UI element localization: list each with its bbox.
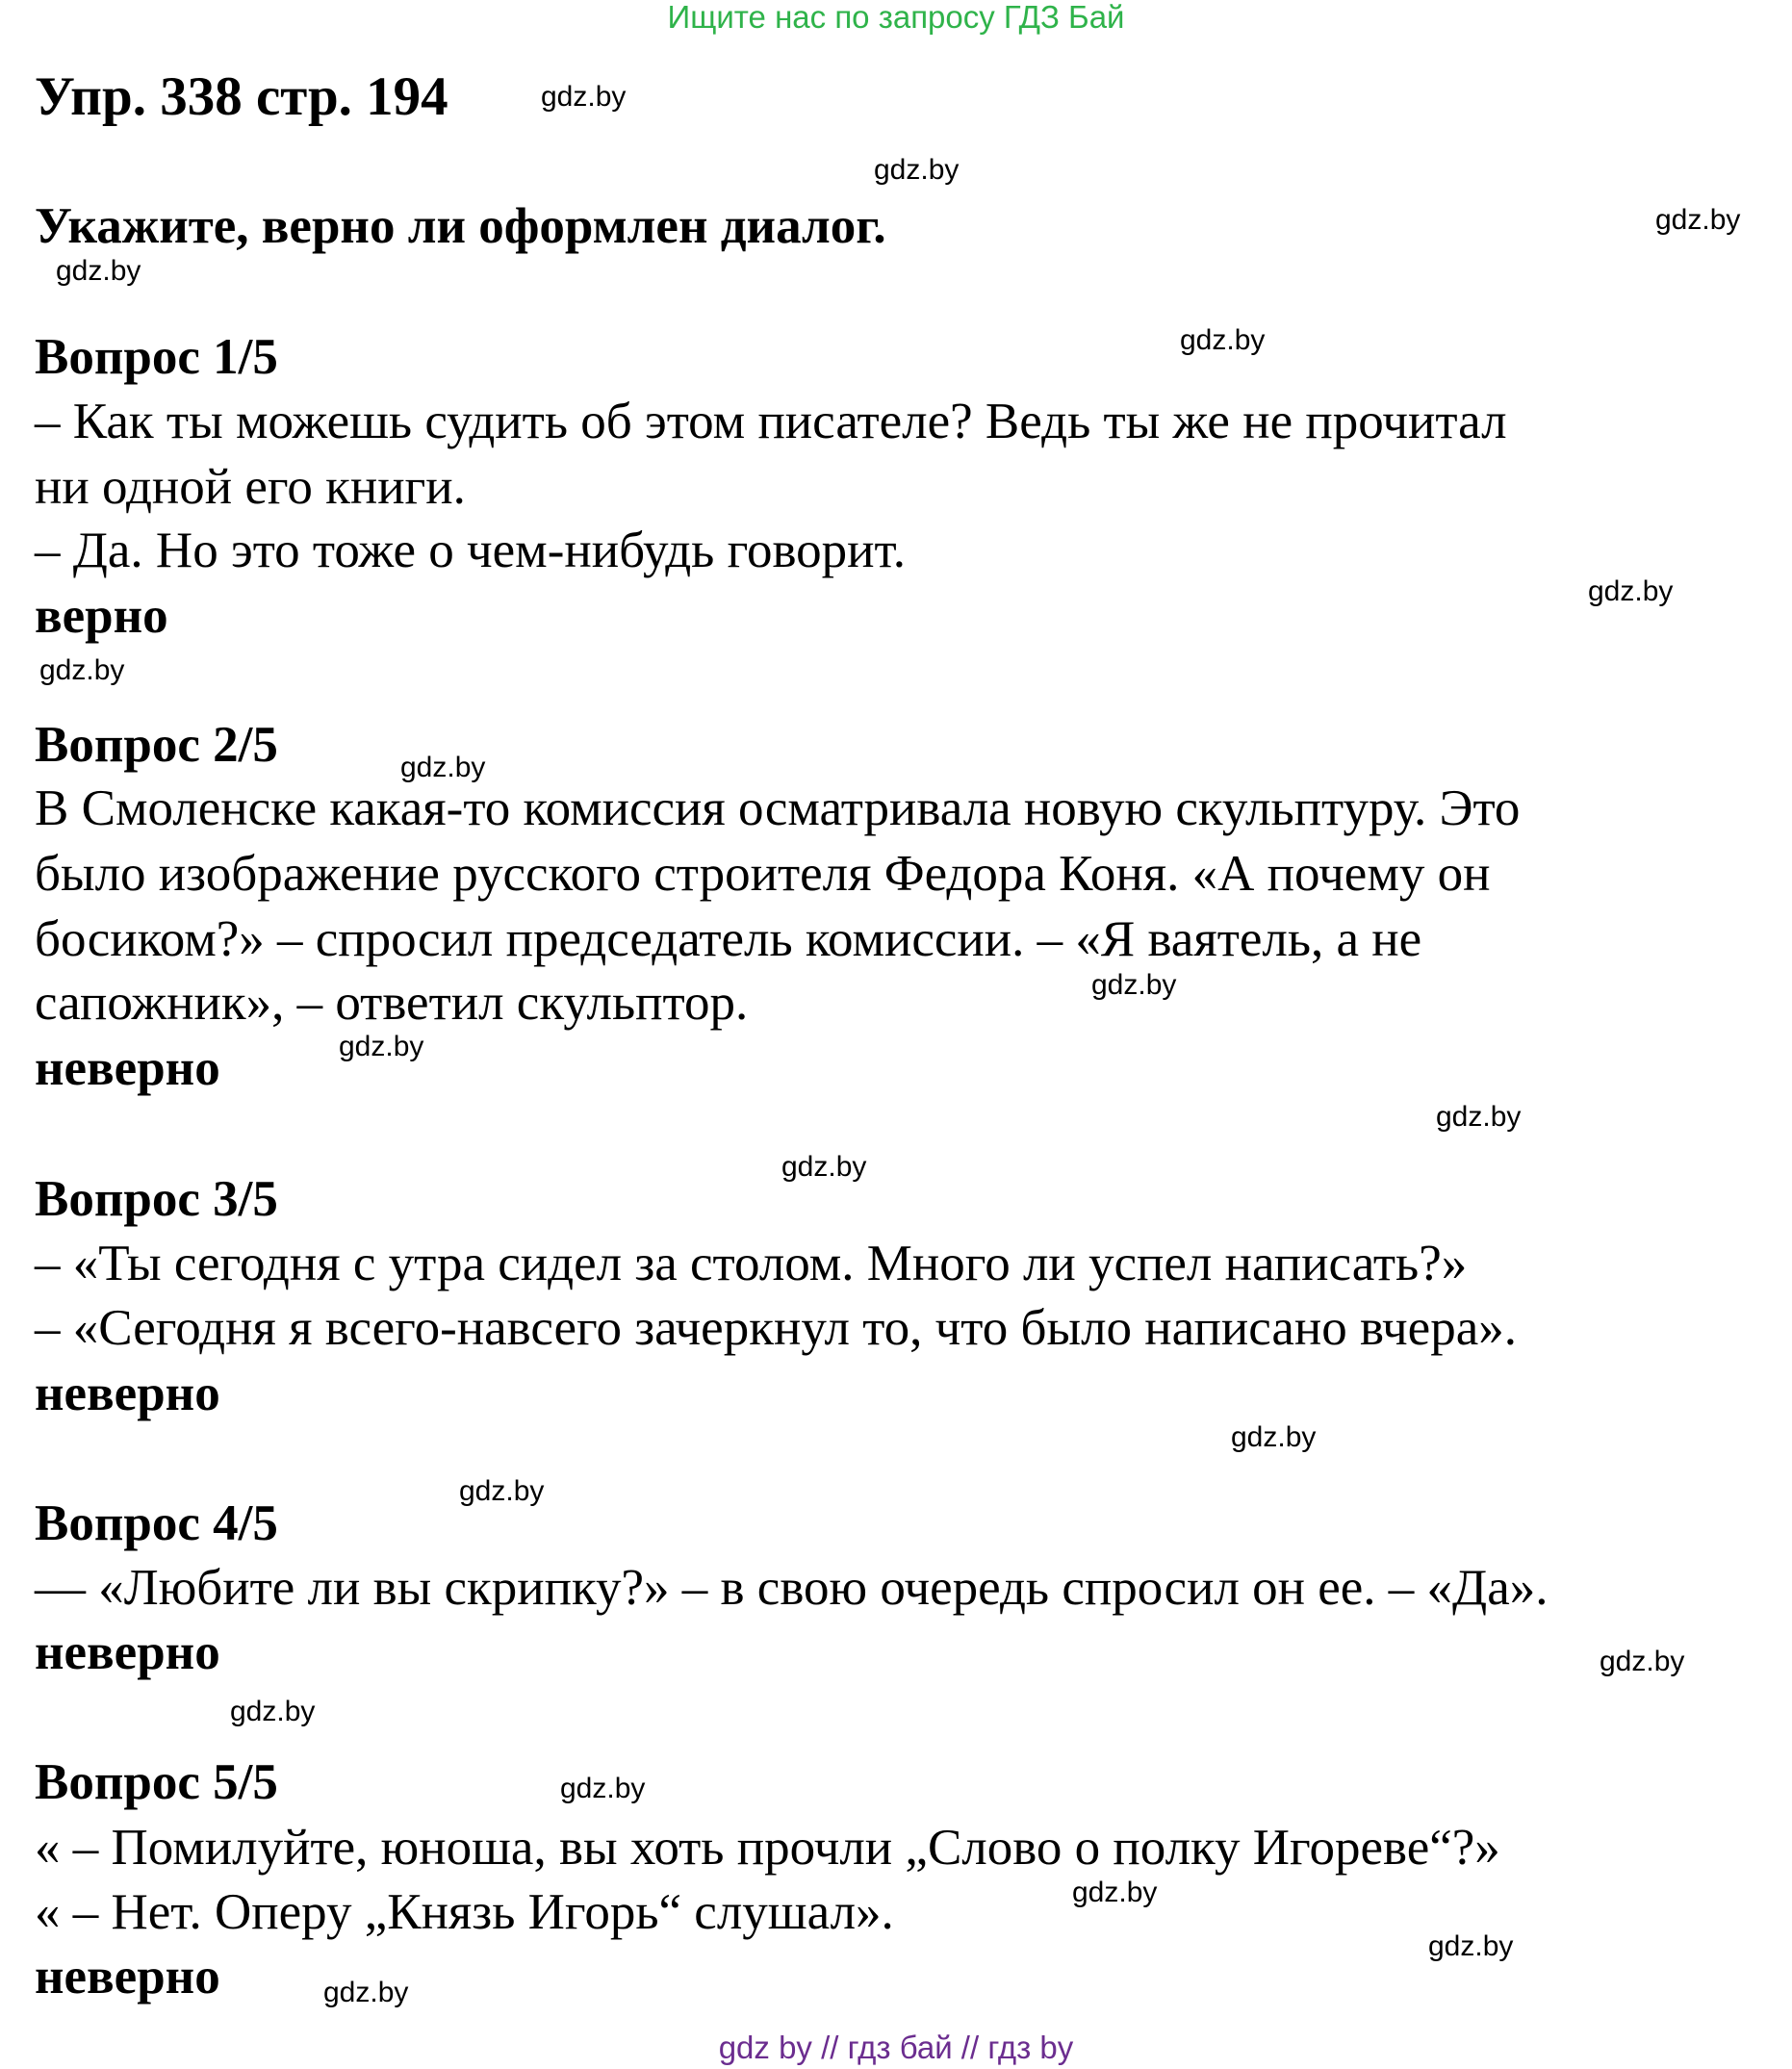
question-2-line-3: босиком?» – спросил председатель комиссии. – «Я ваятель, а не [35, 911, 1422, 967]
watermark: gdz.by [56, 255, 141, 287]
watermark: gdz.by [39, 654, 125, 686]
question-5-answer: неверно [35, 1949, 220, 2005]
watermark: gdz.by [1072, 1877, 1158, 1908]
question-3-answer: неверно [35, 1366, 220, 1421]
watermark: gdz.by [459, 1475, 545, 1507]
watermark: gdz.by [1231, 1421, 1317, 1453]
task-text: Укажите, верно ли оформлен диалог. [35, 198, 886, 254]
question-2-answer: неверно [35, 1040, 220, 1096]
watermark: gdz.by [874, 154, 960, 186]
question-1-line-1: – Как ты можешь судить об этом писателе? Ведь ты же не прочитал [35, 394, 1507, 449]
page-title: Упр. 338 стр. 194 [35, 66, 448, 127]
question-5-line-1: « – Помилуйте, юноша, вы хоть прочли „Слово о полку Игореве“?» [35, 1820, 1500, 1876]
question-1-heading: Вопрос 1/5 [35, 329, 278, 385]
question-1-answer: верно [35, 588, 168, 644]
question-5-line-2: « – Нет. Оперу „Князь Игорь“ слушал». [35, 1884, 894, 1940]
question-3-heading: Вопрос 3/5 [35, 1171, 278, 1227]
watermark: gdz.by [1600, 1646, 1685, 1677]
question-5-heading: Вопрос 5/5 [35, 1754, 278, 1810]
watermark: gdz.by [323, 1977, 409, 2008]
question-4-answer: неверно [35, 1624, 220, 1680]
watermark: gdz.by [1428, 1930, 1514, 1962]
question-3-line-1: – «Ты сегодня с утра сидел за столом. Много ли успел написать?» [35, 1236, 1468, 1291]
watermark: gdz.by [339, 1031, 424, 1062]
watermark: gdz.by [230, 1696, 316, 1727]
question-4-heading: Вопрос 4/5 [35, 1495, 278, 1551]
watermark: gdz.by [400, 752, 486, 783]
watermark: gdz.by [781, 1151, 867, 1183]
watermark: gdz.by [560, 1773, 646, 1804]
watermark: gdz.by [1180, 324, 1266, 356]
question-4-line-1: — «Любите ли вы скрипку?» – в свою очередь спросил он ее. – «Да». [35, 1560, 1549, 1616]
question-1-line-2: ни одной его книги. [35, 459, 466, 515]
footer-links: gdz by // гдз бай // гдз by [718, 2030, 1074, 2065]
question-3-line-2: – «Сегодня я всего-навсего зачеркнул то, что было написано вчера». [35, 1300, 1517, 1356]
question-2-line-2: было изображение русского строителя Федора Коня. «А почему он [35, 846, 1491, 902]
watermark: gdz.by [1091, 969, 1177, 1001]
question-2-heading: Вопрос 2/5 [35, 717, 278, 773]
question-1-line-3: – Да. Но это тоже о чем-нибудь говорит. [35, 523, 906, 578]
watermark: gdz.by [1588, 575, 1674, 607]
question-2-line-1: В Смоленске какая-то комиссия осматривала новую скульптуру. Это [35, 780, 1521, 836]
top-banner: Ищите нас по запросу ГДЗ Бай [667, 0, 1125, 35]
question-2-line-4: сапожник», – ответил скульптор. [35, 975, 749, 1031]
watermark: gdz.by [1436, 1101, 1522, 1133]
watermark: gdz.by [1655, 204, 1741, 236]
watermark: gdz.by [541, 81, 627, 113]
